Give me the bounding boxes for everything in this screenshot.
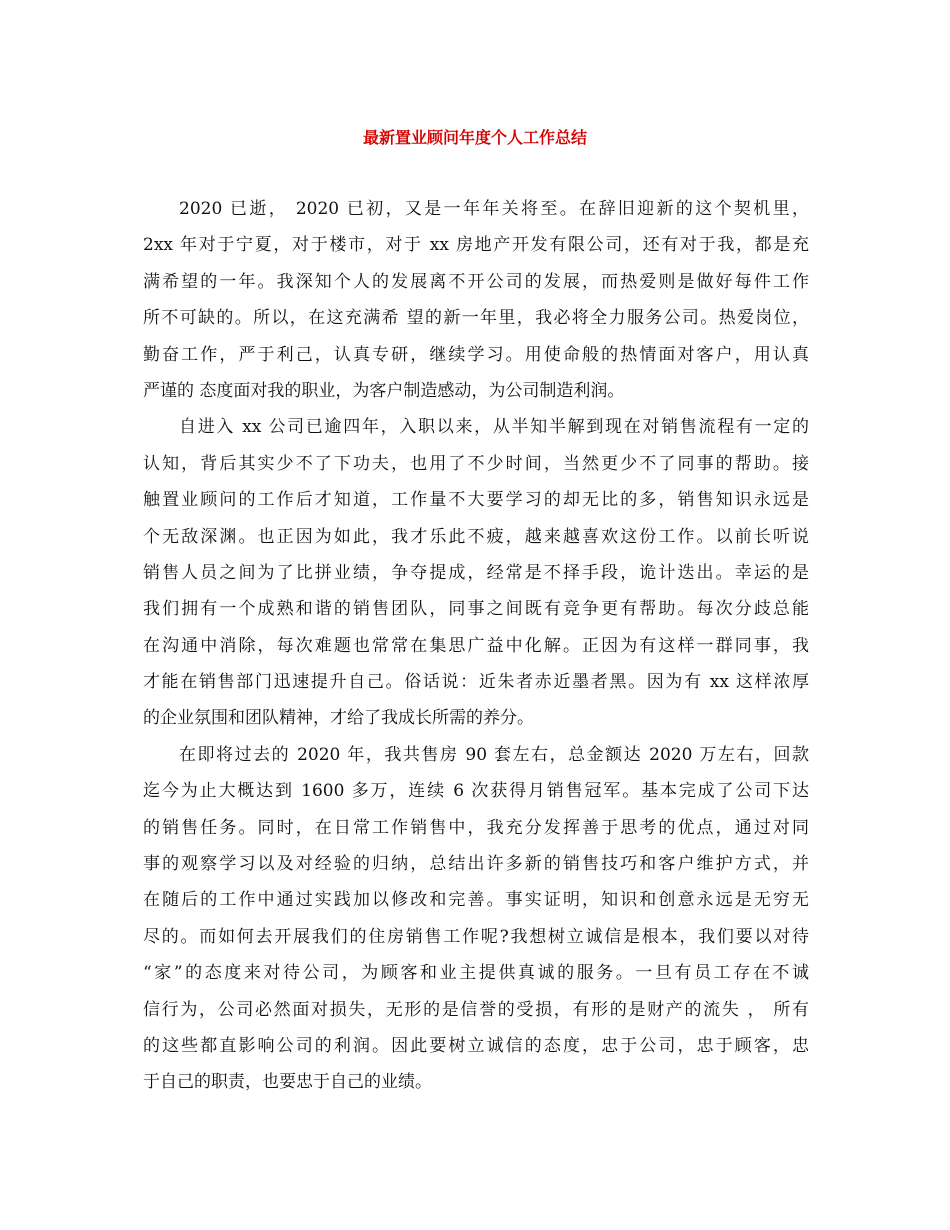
text-line: 个无敌深渊。也正因为如此，我才乐此不疲，越来越喜欢这份工作。以前长听说: [143, 526, 809, 547]
text-line: 在即将过去的 2020 年，我共售房 90 套左右，总金额达 2020 万左右，回款: [179, 744, 809, 765]
text-line: 所不可缺的。所以，在这充满希 望的新一年里，我必将全力服务公司。热爱岗位，: [143, 308, 809, 329]
paragraph-3: [143, 737, 809, 1101]
text-line: 于自己的职责，也要忠于自己的业绩。: [143, 1072, 432, 1093]
text-line: 2020 已逝， 2020 已初，又是一年年关将至。在辞旧迎新的这个契机里，: [179, 199, 809, 219]
text-line: 勤奋工作，严于利己，认真专研，继续学习。用使命般的热情面对客户，用认真: [143, 344, 809, 365]
text-line: 的销售任务。同时，在日常工作销售中，我充分发挥善于思考的优点，通过对同: [143, 817, 809, 838]
paragraph-2: [143, 409, 809, 737]
text-line: 在沟通中消除，每次难题也常常在集思广益中化解。正因为有这样一群同事，我: [143, 635, 809, 656]
text-line: 事的观察学习以及对经验的归纳，总结出许多新的销售技巧和客户维护方式，并: [143, 854, 809, 875]
text-line: 尽的。而如何去开展我们的住房销售工作呢?我想树立诚信是根本，我们要以对待: [143, 926, 809, 947]
text-line: 自进入 xx 公司已逾四年，入职以来，从半知半解到现在对销售流程有一定的: [179, 417, 809, 438]
text-line: 迄今为止大概达到 1600 多万，连续 6 次获得月销售冠军。基本完成了公司下达: [143, 781, 809, 802]
document-title: 最新置业顾问年度个人工作总结: [362, 128, 587, 147]
text-line: 满希望的一年。我深知个人的发展离不开公司的发展，而热爱则是做好每件工作: [143, 271, 809, 292]
text-line: “家”的态度来对待公司，为顾客和业主提供真诚的服务。一旦有员工存在不诚: [143, 963, 809, 984]
document-body: [143, 191, 809, 1101]
text-line: 触置业顾问的工作后才知道，工作量不大要学习的却无比的多，销售知识永远是: [143, 490, 809, 511]
text-line: 的企业氛围和团队精神，才给了我成长所需的养分。: [143, 708, 534, 729]
text-line: 才能在销售部门迅速提升自己。俗话说：近朱者赤近墨者黑。因为有 xx 这样浓厚: [143, 672, 809, 693]
text-line: 认知，背后其实少不了下功夫，也用了不少时间，当然更少不了同事的帮助。接: [143, 453, 809, 474]
text-line: 2xx 年对于宁夏，对于楼市，对于 xx 房地产开发有限公司，还有对于我，都是充: [143, 235, 809, 256]
text-line: 我们拥有一个成熟和谐的销售团队，同事之间既有竞争更有帮助。每次分歧总能: [143, 599, 809, 620]
text-line: 销售人员之间为了比拼业绩，争夺提成，经常是不择手段，诡计迭出。幸运的是: [143, 562, 809, 583]
text-line: 在随后的工作中通过实践加以修改和完善。事实证明，知识和创意永远是无穷无: [143, 890, 809, 911]
text-line: 严谨的 态度面对我的职业，为客户制造感动，为公司制造利润。: [143, 380, 625, 401]
paragraph-1: [143, 191, 809, 409]
text-line: 的这些都直影响公司的利润。因此要树立诚信的态度，忠于公司，忠于顾客，忠: [143, 1035, 809, 1056]
text-line: 信行为，公司必然面对损失，无形的是信誉的受损，有形的是财产的流失 ， 所有: [143, 999, 809, 1020]
